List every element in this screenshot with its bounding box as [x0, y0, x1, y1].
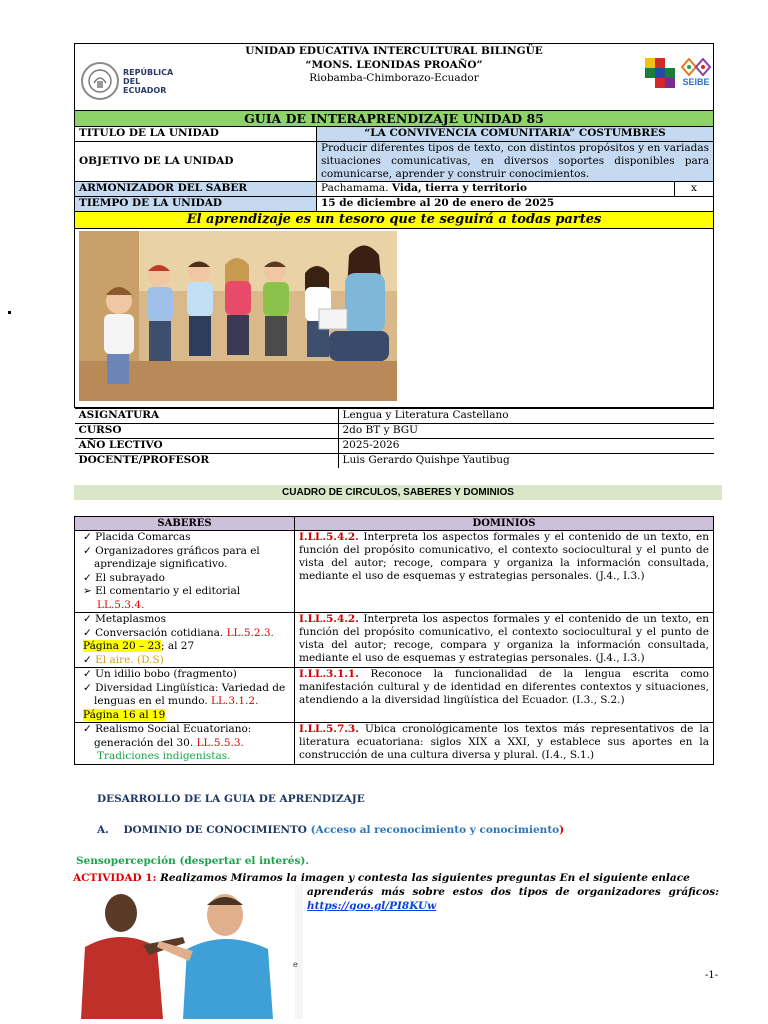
seibe-diamond-icon [681, 58, 711, 76]
domain-code: I.LL.5.4.2. [299, 531, 359, 543]
saberes-table [74, 516, 714, 765]
argument-photo [73, 885, 303, 1019]
info-value: Lengua y Literatura Castellano [338, 409, 714, 424]
table-row [75, 723, 714, 765]
harmonizer-label: ARMONIZADOR DEL SABER [75, 182, 317, 197]
col-dominios: DOMINIOS [295, 517, 714, 531]
list-item: ✓ Metaplasmos [83, 613, 166, 625]
info-value: 2025-2026 [338, 439, 714, 454]
list-item: ✓ El aire. (D.S) [83, 653, 164, 666]
domain-code: I.LL.5.7.3. [299, 723, 359, 735]
harmonizer-value: Pachamama. Vida, tierra y territorio [317, 182, 675, 197]
domain-code: I.LL.3.1.1. [299, 668, 359, 680]
info-table [75, 408, 714, 468]
list-item: ✓ El subrayado [83, 571, 165, 584]
cuadro-title: CUADRO DE CIRCULOS, SABERES Y DOMINIOS [74, 485, 722, 500]
list-item: Tradiciones indigenistas. [97, 750, 231, 762]
activity-label: ACTIVIDAD 1: [73, 872, 157, 884]
unit-title-value: “LA CONVIVENCIA COMUNITARIA” COSTUMBRES [317, 127, 714, 142]
sensopercepcion: Sensopercepción (despertar el interés). [76, 855, 309, 867]
stray-char: e [293, 960, 298, 969]
seibe-logo [643, 56, 711, 90]
stray-mark [8, 311, 11, 314]
guide-title: GUIA DE INTERAPRENDIZAJE UNIDAD 85 [75, 111, 714, 127]
motto: El aprendizaje es un tesoro que te seguirá a todas partes [75, 212, 714, 229]
school-location: Riobamba-Chimborazo-Ecuador [309, 72, 479, 84]
domain-text: Ubica cronológicamente los textos más representativos de la literatura ecuatoriana: siglos XIX a XXI, y establece sus aportes en la construcción de una cultura diversa y plural. (I.4., S.1.) [299, 723, 709, 761]
list-item: Página 20 – 23; al 27 [83, 640, 195, 652]
table-row [75, 613, 714, 668]
domain-text: Interpreta los aspectos formales y el contenido de un texto, en función del propósito comunicativo, el contexto sociocultural y el punto de vista del autor; recoge, compara y organiza la información consultada, mediante el uso de esquemas y estrategias personales. (J.4., I.3.) [299, 613, 709, 664]
chakana-icon [643, 56, 677, 90]
list-item: ✓ Organizadores gráficos para el aprendizaje significativo. [83, 544, 260, 570]
time-value: 15 de diciembre al 20 de enero de 2025 [317, 197, 714, 212]
list-item: ➢ El comentario y el editorial [83, 585, 241, 597]
list-item: ✓ Realismo Social Ecuatoriano: generación del 30. LL.5.5.3. [83, 723, 252, 749]
list-item: ✓ Placida Comarcas [83, 531, 191, 543]
activity-link[interactable]: https://goo.gl/PI8KUw [307, 900, 437, 912]
list-item: LL.5.3.4. [97, 598, 145, 611]
info-label: CURSO [75, 424, 339, 439]
info-label: DOCENTE/PROFESOR [75, 454, 339, 469]
domain-code: I.LL.5.4.2. [299, 613, 359, 625]
list-item: Página 16 al 19 [83, 708, 166, 721]
domain-text: Interpreta los aspectos formales y el contenido de un texto, en función del propósito comunicativo, el contexto sociocultural y el punto de vista del autor; recoge, compara y organiza la información consultada, mediante el uso de esquemas y estrategias personales. (J.4., I.3.) [299, 531, 709, 582]
list-item: ✓ Un idilio bobo (fragmento) [83, 668, 237, 680]
list-item: ✓ Diversidad Lingüística: Variedad de lenguas en el mundo. LL.3.1.2. [83, 681, 286, 707]
school-subname: “MONS. LEONIDAS PROAÑO” [305, 58, 483, 71]
ecuador-logo-text: REPÚBLICA DEL ECUADOR [123, 67, 174, 95]
activity-text-2: aprenderás más sobre estos dos tipos de organizadores gráficos: [307, 886, 719, 898]
info-value: Luis Gerardo Quishpe Yautibug [338, 454, 714, 469]
table-row [75, 531, 714, 613]
classroom-photo [79, 231, 397, 401]
domain-text: Reconoce la funcionalidad de la lengua escrita como manifestación cultural y de identidad en diferentes contextos y situaciones, atendiendo a la diversidad lingüística del Ecuador. (I.3., S.2.) [299, 668, 709, 706]
seibe-text: SEIBE [682, 76, 710, 87]
header-cell [75, 44, 714, 111]
table-row [75, 668, 714, 723]
header-table [74, 43, 714, 468]
list-item: ✓ Conversación cotidiana. LL.5.2.3. [83, 626, 274, 639]
dev-title: DESARROLLO DE LA GUIA DE APRENDIZAJE [97, 793, 365, 805]
section-a-heading: A. DOMINIO DE CONOCIMIENTO (Acceso al reconocimiento y conocimiento) [97, 824, 565, 836]
info-label: ASIGNATURA [75, 409, 339, 424]
photo-cell [75, 229, 714, 408]
time-label: TIEMPO DE LA UNIDAD [75, 197, 317, 212]
school-name: UNIDAD EDUCATIVA INTERCULTURAL BILINGÜE [245, 45, 543, 57]
page-number: -1- [705, 970, 719, 981]
unit-title-label: TITULO DE LA UNIDAD [75, 127, 317, 142]
info-value: 2do BT y BGU [338, 424, 714, 439]
activity-1: ACTIVIDAD 1: Realizamos Miramos la imagen y contesta las siguientes preguntas En el siguiente enlace [73, 872, 690, 884]
unit-objective-value: Producir diferentes tipos de texto, con distintos propósitos y en variadas situaciones comunicativas, en diversos soportes disponibles para comunicarse, aprender y construir conocimientos. [317, 142, 714, 182]
col-saberes: SABERES [75, 517, 295, 531]
harmonizer-mark: x [675, 182, 714, 197]
info-label: AÑO LECTIVO [75, 439, 339, 454]
unit-objective-label: OBJETIVO DE LA UNIDAD [75, 142, 317, 182]
